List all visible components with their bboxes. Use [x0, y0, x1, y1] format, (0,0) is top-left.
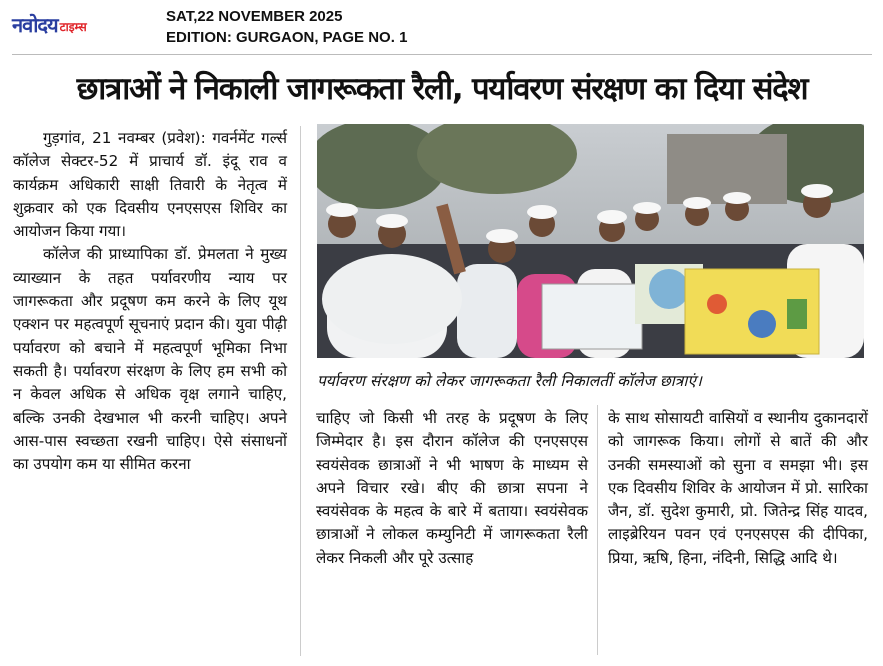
article-column-2 — [316, 407, 588, 570]
header-divider — [12, 54, 872, 55]
paragraph-dateline: गुड़गांव, 21 नवम्बर (प्रवेश): गवर्नमेंट गर्ल्स कॉलेज सेक्टर-52 में प्राचार्य डॉ. इंदू राव व कार्यक्रम अधिकारी साक्षी तिवारी के नेतृत्व में शुक्रवार को एक दिवसीय एनएसएस शिविर का आयोजन किया गया। — [13, 129, 287, 241]
date-line: SAT,22 NOVEMBER 2025 — [166, 8, 343, 25]
paragraph-body: कॉलेज की प्राध्यापिका डॉ. प्रेमलता ने मुख्य व्याख्यान के तहत पर्यावरणीय न्याय पर जागरूकता और प्रदूषण कम करने के लिए यूथ एक्शन पर महत्वपूर्ण सूचनाएं प्रदान की। युवा पीढ़ी पर्यावरण को बचाने में महत्वपूर्ण भूमिका निभा सकती है। पर्यावरण संरक्षण के लिए हम सभी को न केवल अधिक से अधिक वृक्ष लगाने चाहिए, बल्कि उनकी देखभाल भी करनी चाहिए। अपने आस-पास स्वच्छता रखनी चाहिए। ऐसे संसाधनों का उपयोग कम या सीमित करना — [13, 245, 287, 474]
masthead — [0, 0, 883, 54]
paragraph-continued: चाहिए जो किसी भी तरह के प्रदूषण के लिए जिम्मेदार है। इस दौरान कॉलेज की एनएसएस स्वयंसेवक छात्राओं ने भी भाषण के माध्यम से अपने विचार रखे। बीए की छात्रा सपना ने स्वयंसेवक के महत्व के बारे में बताया। स्वयंसेवक छात्राओं ने लोकल कम्युनिटी में जागरूकता रैली लेकर निकली और पूरे उत्साह — [316, 409, 588, 567]
rally-photo-illustration — [317, 124, 864, 358]
paragraph-continued: के साथ सोसायटी वासियों व स्थानीय दुकानदारों को जागरूक किया। लोगों से बातें की और उनकी समस्याओं को सुना व समझा भी। इस एक दिवसीय शिविर के आयोजन में प्रो. सारिका जैन, डॉ. सुदेश कुमारी, प्रो. जितेन्द्र सिंह यादव, लाइब्रेरियन पवन एवं एनएसएस की दीपिका, प्रिया, ऋषि, हिना, नंदिनी, सिद्धि आदि थे। — [608, 409, 868, 567]
logo-main-text: नवोदय — [12, 13, 58, 37]
article-column-3 — [608, 407, 868, 570]
newspaper-logo — [12, 10, 87, 36]
edition-line: EDITION: GURGAON, PAGE NO. 1 — [166, 29, 408, 46]
article-photo — [317, 124, 864, 358]
photo-caption: पर्यावरण संरक्षण को लेकर जागरूकता रैली निकालतीं कॉलेज छात्राएं। — [317, 372, 702, 390]
column-divider — [597, 405, 598, 655]
column-divider — [300, 126, 301, 656]
logo-sub-text: टाइम्स — [59, 20, 87, 34]
article-column-1 — [13, 127, 287, 476]
article-headline: छात्राओं ने निकाली जागरूकता रैली, पर्यावरण संरक्षण का दिया संदेश — [76, 71, 808, 107]
edition-info — [166, 6, 407, 48]
